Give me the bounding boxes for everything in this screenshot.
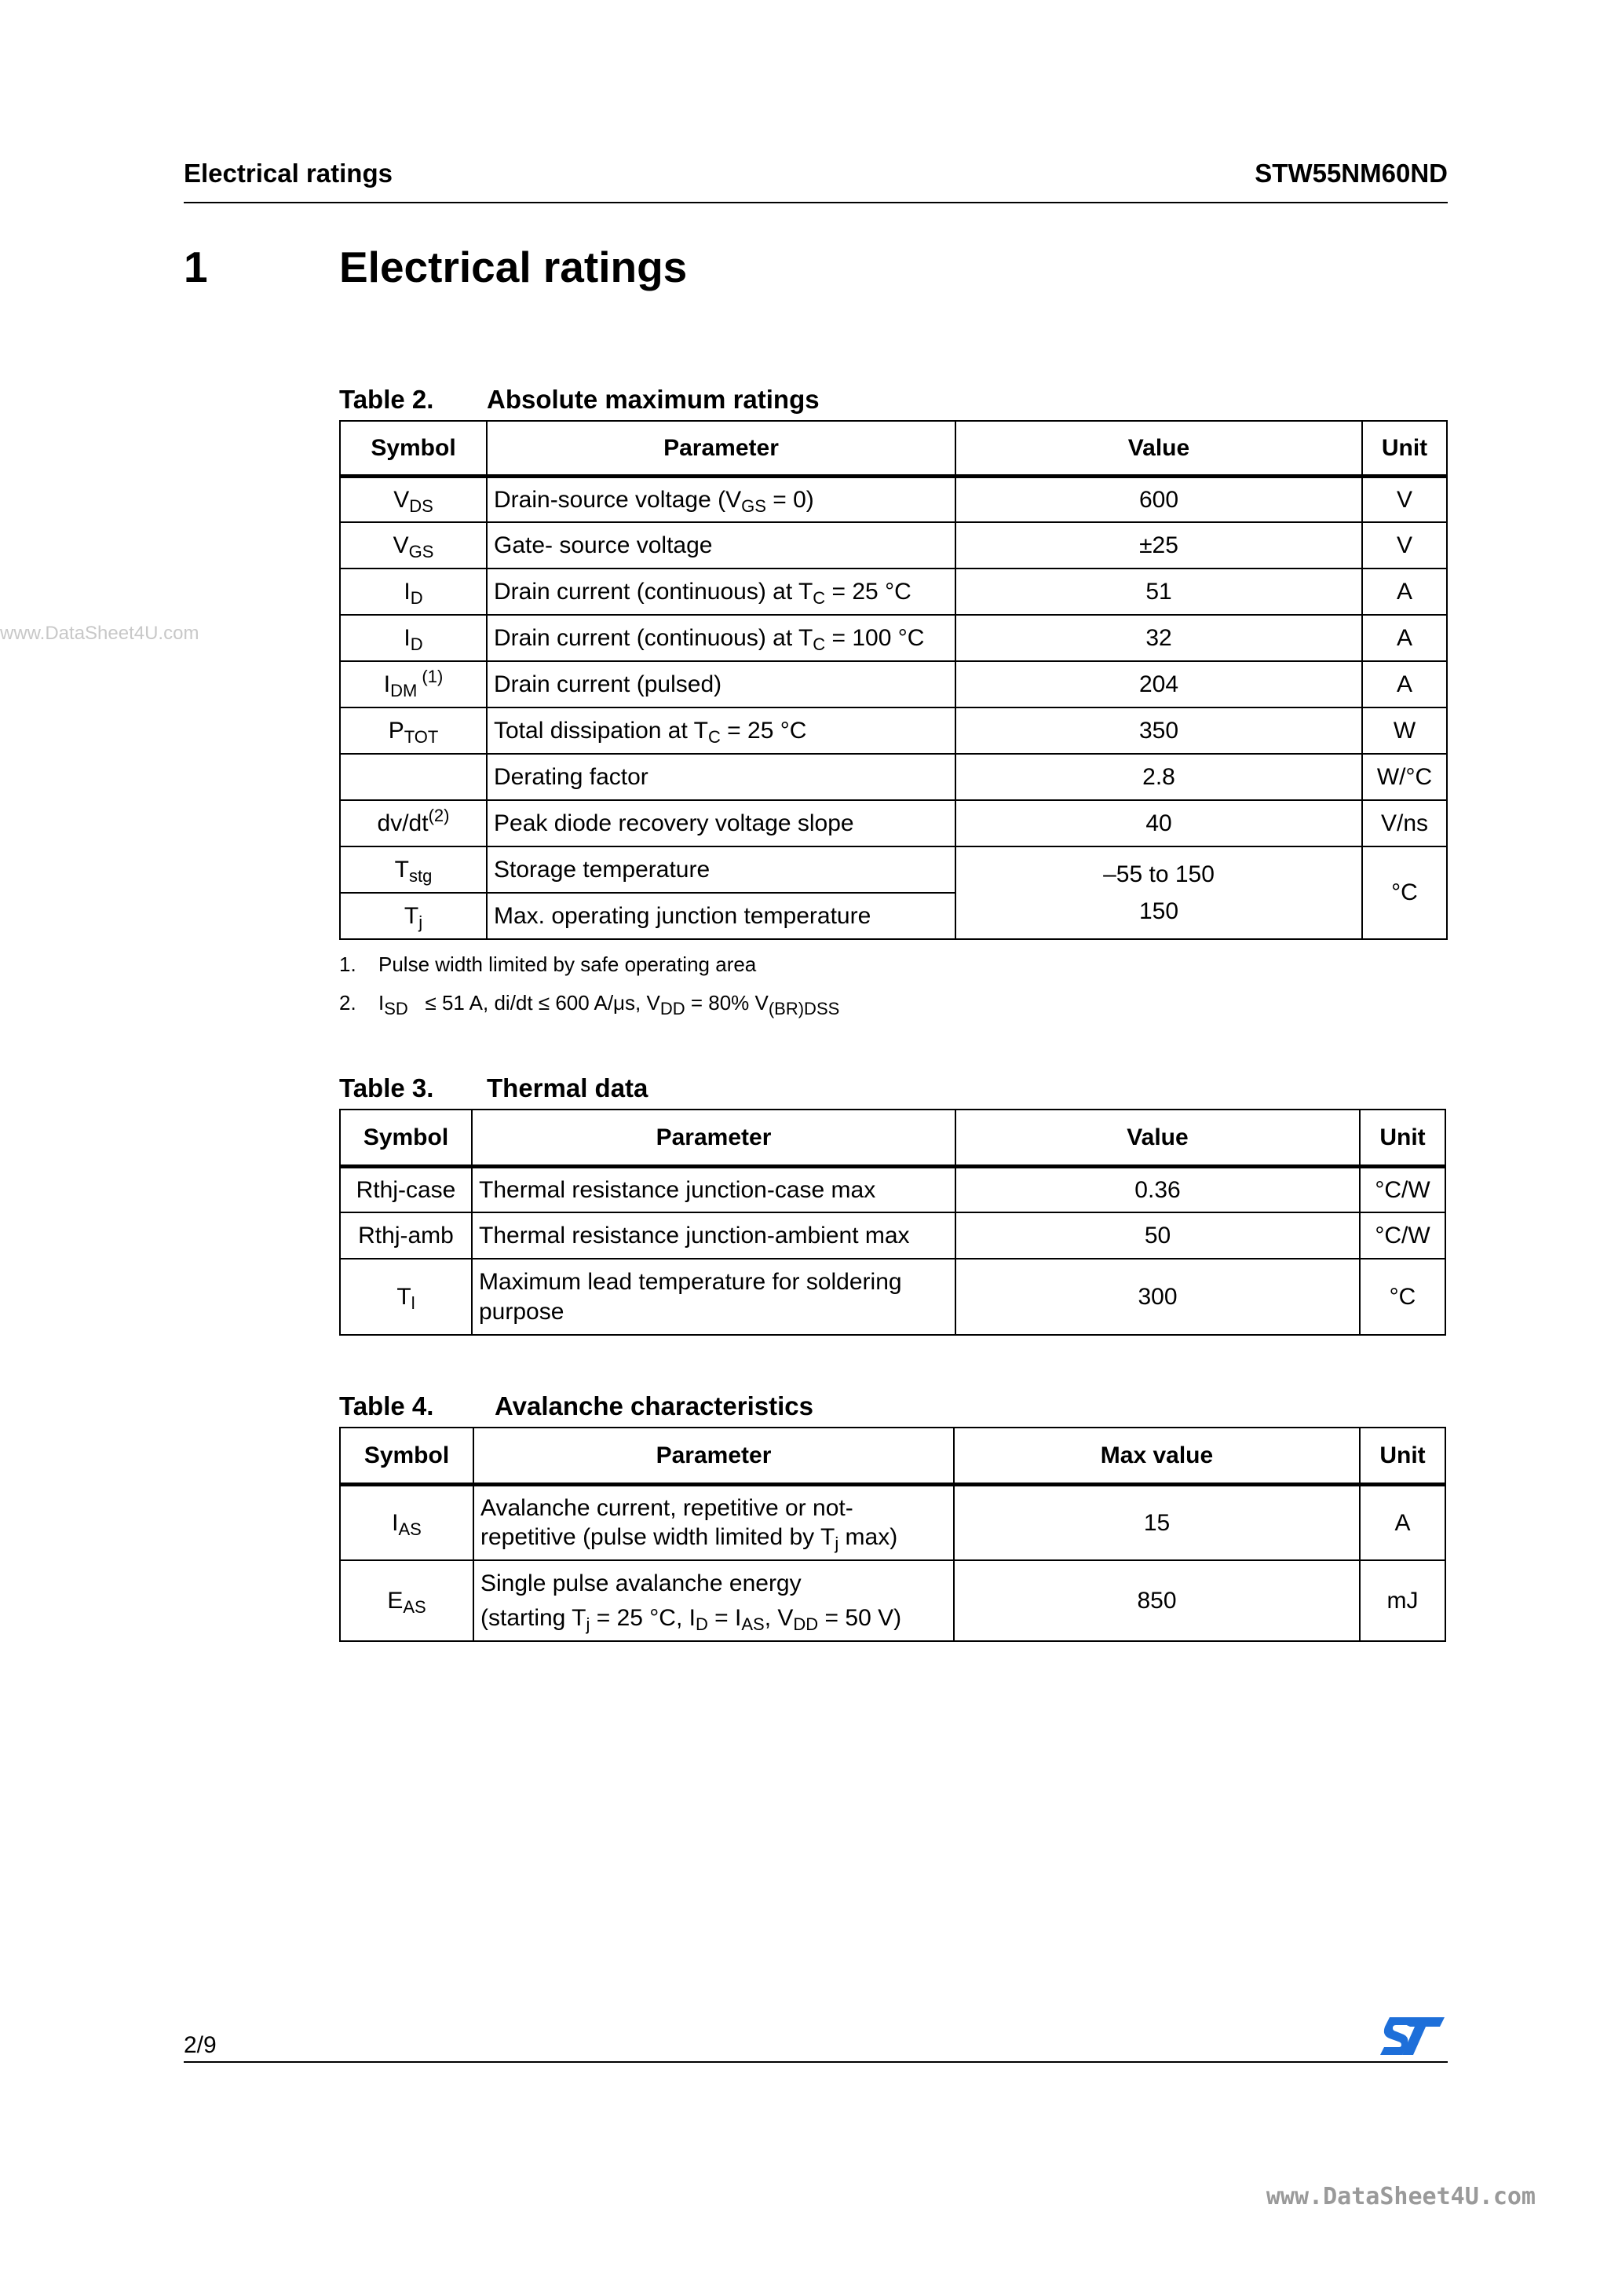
unit-cell: A: [1360, 1484, 1445, 1560]
value-cell: 204: [955, 661, 1362, 707]
table-row: [340, 1259, 1445, 1335]
unit-cell: V: [1362, 476, 1447, 522]
value-cell: 32: [955, 615, 1362, 661]
absolute-maximum-ratings-table: [339, 420, 1448, 940]
table2-header-unit: Unit: [1362, 421, 1447, 476]
symbol-cell: $I_D$: [340, 615, 487, 661]
footnote-2: 2. $I_{SD}$ ≤ 51 A, di/dt ≤ 600 A/μs, $V_{DD} = 80\%$ $V_{(BR)DSS}$: [339, 991, 840, 1018]
value-cell: 350: [955, 707, 1362, 754]
parameter-cell: Gate- source voltage: [487, 522, 955, 569]
symbol-cell: [340, 754, 487, 800]
symbol-cell: $V_{DS}$: [340, 476, 487, 522]
symbol-cell: $I_D$: [340, 569, 487, 615]
symbol-cell: $E_{AS}$: [340, 1560, 473, 1641]
table4-header-unit: Unit: [1360, 1428, 1445, 1484]
unit-cell: V/ns: [1362, 800, 1447, 846]
parameter-cell: Max. operating junction temperature: [487, 893, 955, 939]
parameter-cell: Storage temperature: [487, 846, 955, 893]
value-cell: 850: [954, 1560, 1360, 1641]
merged-value-cell: –55 to 150 150: [955, 846, 1362, 939]
value-cell: 50: [955, 1212, 1360, 1259]
table2-caption-label: Table 2.: [339, 385, 434, 414]
parameter-cell: Avalanche current, repetitive or not- repetitive (pulse width limited by $T_j$ max): [473, 1484, 954, 1560]
section-number: 1: [184, 243, 208, 291]
unit-cell: °C/W: [1360, 1212, 1445, 1259]
parameter-cell: Peak diode recovery voltage slope: [487, 800, 955, 846]
table-row: [340, 569, 1447, 615]
parameter-cell: Drain current (continuous) at $T_C = 100$ °C: [487, 615, 955, 661]
table-row: [340, 661, 1447, 707]
symbol-cell: $I_{DM}$ $^{(1)}$: [340, 661, 487, 707]
table2-caption-title: Absolute maximum ratings: [487, 385, 820, 414]
unit-cell: W: [1362, 707, 1447, 754]
table4-caption-label: Table 4.: [339, 1391, 434, 1420]
table4-header-max-value: Max value: [954, 1428, 1360, 1484]
unit-cell: °C: [1360, 1259, 1445, 1335]
table2-header-symbol: Symbol: [340, 421, 487, 476]
parameter-cell: Single pulse avalanche energy (starting $T_j = 25$ °C, $I_D = I_{AS}$, $V_{DD} = 50$ V): [473, 1560, 954, 1641]
header-rule: [184, 202, 1448, 203]
value-cell: 51: [955, 569, 1362, 615]
table-row: [340, 707, 1447, 754]
unit-cell: °C/W: [1360, 1166, 1445, 1212]
value-cell: 600: [955, 476, 1362, 522]
section-title: Electrical ratings: [339, 243, 688, 291]
value-cell: 40: [955, 800, 1362, 846]
parameter-cell: Thermal resistance junction-case max: [472, 1166, 955, 1212]
table-row: [340, 1484, 1445, 1560]
symbol-cell: $T_{stg}$: [340, 846, 487, 893]
table-row: [340, 754, 1447, 800]
avalanche-characteristics-table: [339, 1427, 1446, 1642]
table-row: [340, 476, 1447, 522]
symbol-cell: Rthj-amb: [340, 1212, 472, 1259]
value-cell: 2.8: [955, 754, 1362, 800]
parameter-cell: Drain current (continuous) at $T_C = 25$ °C: [487, 569, 955, 615]
parameter-cell: Drain-source voltage $(V_{GS} = 0)$: [487, 476, 955, 522]
footnote-1: 1. Pulse width limited by safe operating area: [339, 952, 757, 976]
st-logo-icon: [1379, 2016, 1446, 2057]
symbol-cell: $T_j$: [340, 893, 487, 939]
symbol-cell: $T_l$: [340, 1259, 472, 1335]
table-row: [340, 615, 1447, 661]
unit-cell: V: [1362, 522, 1447, 569]
symbol-cell: $I_{AS}$: [340, 1484, 473, 1560]
table4-header-parameter: Parameter: [473, 1428, 954, 1484]
table4-caption-title: Avalanche characteristics: [495, 1391, 814, 1420]
symbol-cell: Rthj-case: [340, 1166, 472, 1212]
watermark-bottom: www.DataSheet4U.com: [1266, 2183, 1536, 2210]
table2-header-value: Value: [955, 421, 1362, 476]
footer-rule: [184, 2061, 1448, 2063]
symbol-cell: $P_{TOT}$: [340, 707, 487, 754]
unit-cell: mJ: [1360, 1560, 1445, 1641]
table3-header-parameter: Parameter: [472, 1110, 955, 1166]
symbol-cell: $V_{GS}$: [340, 522, 487, 569]
table-row: [340, 1560, 1445, 1641]
parameter-cell: Derating factor: [487, 754, 955, 800]
table-row: [340, 846, 1447, 893]
symbol-cell: $dv/dt^{(2)}$: [340, 800, 487, 846]
value-cell: 0.36: [955, 1166, 1360, 1212]
unit-cell: A: [1362, 661, 1447, 707]
unit-cell: A: [1362, 615, 1447, 661]
table-row: [340, 1166, 1445, 1212]
table-row: [340, 1212, 1445, 1259]
table-row: [340, 800, 1447, 846]
running-header-part-number: STW55NM60ND: [1255, 159, 1448, 188]
parameter-cell: Drain current (pulsed): [487, 661, 955, 707]
parameter-cell: Thermal resistance junction-ambient max: [472, 1212, 955, 1259]
watermark-left: www.DataSheet4U.com: [0, 623, 199, 644]
thermal-data-table: [339, 1109, 1446, 1336]
table3-header-symbol: Symbol: [340, 1110, 472, 1166]
table3-header-unit: Unit: [1360, 1110, 1445, 1166]
table2-header-parameter: Parameter: [487, 421, 955, 476]
unit-cell: W/°C: [1362, 754, 1447, 800]
value-cell: 15: [954, 1484, 1360, 1560]
unit-cell: A: [1362, 569, 1447, 615]
table-row: [340, 522, 1447, 569]
value-cell: ±25: [955, 522, 1362, 569]
parameter-cell: Maximum lead temperature for soldering purpose: [472, 1259, 955, 1335]
parameter-cell: Total dissipation at $T_C = 25$ °C: [487, 707, 955, 754]
table3-header-value: Value: [955, 1110, 1360, 1166]
value-cell: 300: [955, 1259, 1360, 1335]
table4-header-symbol: Symbol: [340, 1428, 473, 1484]
table3-caption-label: Table 3.: [339, 1073, 434, 1102]
table3-caption-title: Thermal data: [487, 1073, 648, 1102]
running-header-section: Electrical ratings: [184, 159, 393, 188]
merged-unit-cell: °C: [1362, 846, 1447, 939]
page-number: 2/9: [184, 2032, 217, 2058]
